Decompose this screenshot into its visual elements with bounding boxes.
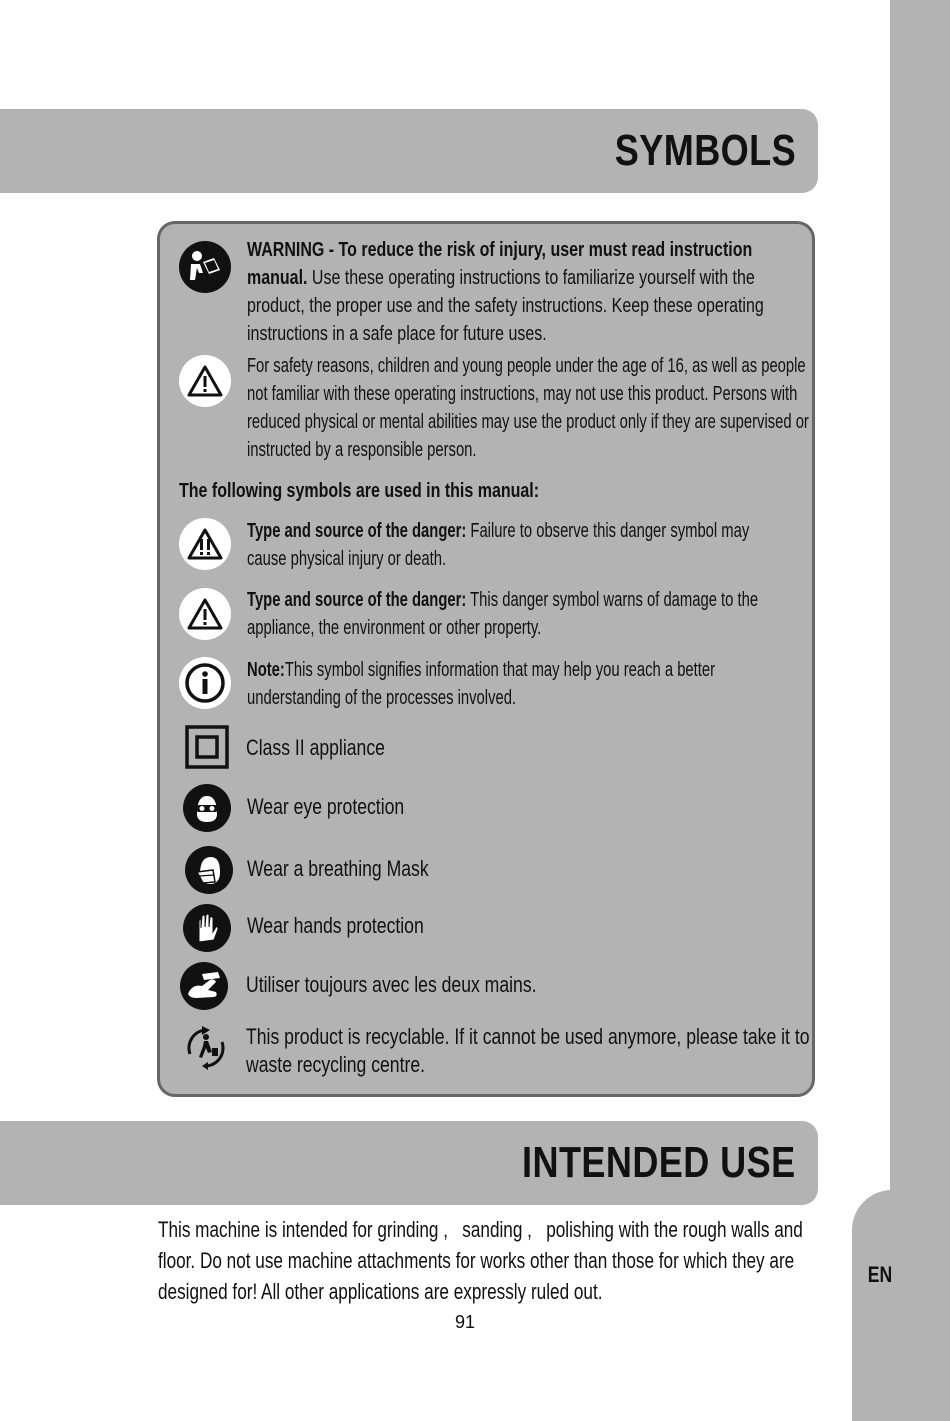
warning-text bbox=[247, 236, 807, 348]
two-hands-icon bbox=[180, 962, 228, 1010]
danger-damage-icon bbox=[179, 588, 231, 640]
side-tab-strip-lower bbox=[852, 1190, 950, 1421]
recycle-icon bbox=[182, 1024, 230, 1075]
danger-damage-body: This danger symbol warns of damage to the appliance, the environment or other property. bbox=[247, 589, 759, 639]
symbols-intro: The following symbols are used in this manual: bbox=[179, 480, 540, 502]
hand-protection-icon bbox=[183, 904, 231, 952]
info-icon bbox=[179, 657, 231, 709]
intended-use-text: This machine is intended for grinding , sanding , polishing with the rough walls and floor. Do not use machine attachments for works other than those for which they are designed for! All other applications are expressly ruled out. bbox=[158, 1217, 803, 1304]
warning-body: Use these operating instructions to familiarize yourself with the product, the proper use and the safety instructions. Keep these operating instructions in a safe place for future uses. bbox=[247, 267, 764, 345]
page-number: 91 bbox=[454, 1312, 476, 1332]
recycle-text: This product is recyclable. If it cannot be used anymore, please take it to waste recycling centre. bbox=[246, 1024, 810, 1077]
note-bold: Note: bbox=[247, 659, 285, 681]
warning-bold: WARNING - To reduce the risk of injury, user must read instruction manual. bbox=[247, 239, 753, 289]
warning-triangle-icon bbox=[179, 355, 231, 407]
danger-injury-body: Failure to observe this danger symbol may cause physical injury or death. bbox=[247, 520, 750, 570]
language-tab: EN bbox=[867, 1262, 893, 1287]
symbols-heading: SYMBOLS bbox=[614, 126, 796, 175]
breathing-mask-text: Wear a breathing Mask bbox=[247, 856, 429, 881]
children-notice-text: For safety reasons, children and young people under the age of 16, as well as people not familiar with these operating instructions, may not use this product. Persons with reduced physical or mental abilities may use the product only if they are supervised or instructed by a responsible person. bbox=[247, 355, 809, 461]
note-text bbox=[247, 656, 780, 712]
class-ii-text: Class II appliance bbox=[246, 735, 385, 760]
danger-injury-bold: Type and source of the danger: bbox=[247, 520, 467, 542]
intended-use-header-bar bbox=[0, 1121, 818, 1205]
danger-injury-text bbox=[247, 517, 765, 573]
breathing-mask-icon bbox=[185, 846, 233, 894]
danger-damage-bold: Type and source of the danger: bbox=[247, 589, 467, 611]
danger-injury-icon bbox=[179, 518, 231, 570]
danger-damage-text bbox=[247, 586, 780, 642]
hand-protection-text: Wear hands protection bbox=[247, 913, 424, 938]
read-manual-icon bbox=[178, 240, 232, 299]
intended-use-heading: INTENDED USE bbox=[522, 1138, 796, 1187]
symbols-header-bar bbox=[0, 109, 818, 193]
eye-protection-text: Wear eye protection bbox=[247, 794, 405, 819]
eye-protection-icon bbox=[183, 784, 231, 832]
two-hands-text: Utiliser toujours avec les deux mains. bbox=[246, 972, 537, 997]
note-body: This symbol signifies information that may help you reach a better understanding of the processes involved. bbox=[247, 659, 716, 709]
class-ii-icon bbox=[185, 725, 229, 774]
